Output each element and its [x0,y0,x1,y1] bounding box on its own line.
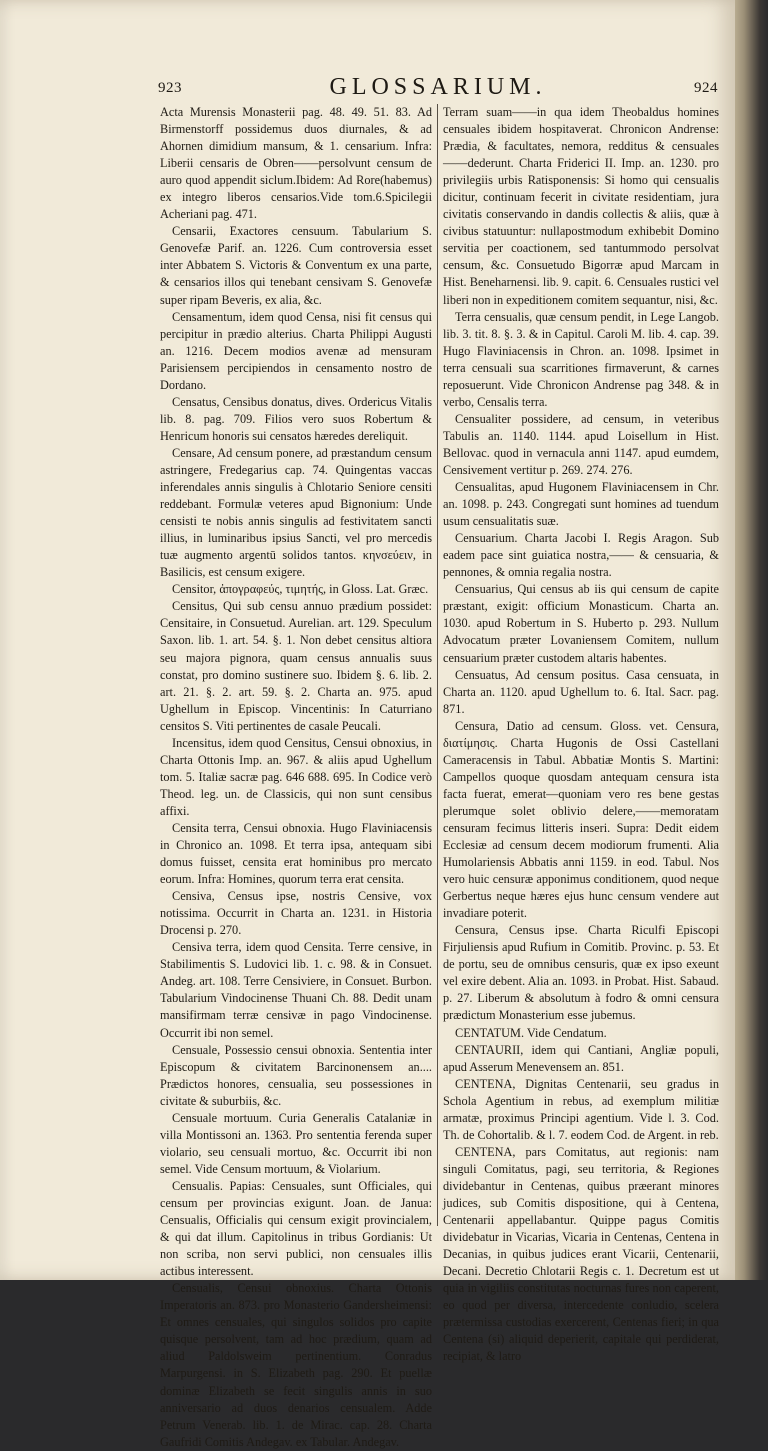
running-title: GLOSSARIUM. [329,74,547,100]
entry-paragraph: Censualiter possidere, ad censum, in veteribus Tabulis an. 1140. 1144. apud Loisellum in Hist. Bellovac. quod in vernacula anni 1147. apud eumdem, Censivement vertitur p. 269. 274. 276. [443,411,719,477]
entry-paragraph: CENTATUM. Vide Cendatum. [455,1025,607,1040]
entry-paragraph: Censuatus, Ad censum positus. Casa censuata, in Charta an. 1120. apud Ughellum to. 6. Ital. Sacr. pag. 871. [443,667,719,716]
entry-paragraph: Censitor, ἀπογραφεύς, τιμητής, in Gloss. Lat. Græc. [172,582,429,597]
page-header [158,76,718,102]
entry-paragraph: Censarii, Exactores censuum. Tabularium S. Genovefæ Parif. an. 1226. Cum controversia esset inter Abbatem S. Victoris & Conventum ex una parte, & censarios illos qui tenebant censivam S. Genovefæ super ripam Beveris, ex alia, &c. [160,224,432,307]
entry-paragraph: Censuale, Possessio censui obnoxia. Sententia inter Episcopum & civitatem Barcinonensem an.... Prædictos honores, censualia, seu possessiones in civitate & suburbiis, &c. [160,1042,432,1108]
entry-paragraph: Censualis, Censui obnoxius. Charta Ottonis Imperatoris an. 873. pro Monasterio Gandersheimensi: Et omnes censuales, qui singulos solidos pro capite quisque persolvent, tam ad hoc prædium, quam ad aliud Paldolsweim pertinentium. Conradus Marpurgensi. in S. Elizabeth pag. 290. Et puellæ dominæ Elizabeth se fecit singulis annis in suo anniversario ad duos denarios censualem. Adde Petrum Venerab. lib. 1. de Mirac. cap. 28. Charta Gaufridi Comitis Andegav. ex Tabular. Andegav. [160,1281,432,1449]
entry-paragraph: Censita terra, Censui obnoxia. Hugo Flaviniacensis in Chronico an. 1098. Et terra ipsa, antequam sibi domus fuisset, censita erat hominibus pro mercato eorum. Infra: Homines, quorum terra erat censita. [160,820,432,887]
entry-paragraph: Censiva terra, idem quod Censita. Terre censive, in Stabilimentis S. Ludovici lib. 1. c. 98. & in Consuet. Andeg. art. 108. Terre Censiviere, in Consuet. Burbon. Tabularium Vindocinense Thuani Ch. 88. Dedit unam mansifirmam terræ censivæ in pago Vindocinense. Occurrit ibi non semel. [160,940,432,1040]
entry-paragraph: Censitus, Qui sub censu annuo prædium possidet: Censitaire, in Consuetud. Aurelian. art. 129. Speculum Saxon. lib. 1. art. 54. §. 1. Non debet censitus altiora seu majora pignora, quam census annualis suus constat, pro domino sustinere suo. Ibidem §. 6. lib. 2. art. 21. §. 2. art. 59. §. 2. Charta an. 975. apud Ughellum in Episcop. Vincentinis: In Caturriano censitos S. Viti pertinentes de casale Peucali. [160,599,432,733]
entry-paragraph: CENTENA, pars Comitatus, aut regionis: nam singuli Comitatus, pagi, seu territoria, & Regiones dividebantur in Centenas, quibus præerant minores judices, sub Comitis dispositione, qui à Centena, Centenarii appellabantur. Quippe pagus Comitis dividebatur in Vicarias, Vicaria in Centenas, Centena in Decanias, in quibus judices erant Vicarii, Centenarii, Decani. Decretio Chlotarii Regis c. 1. Decretum est ut quia in vigiliis constitutas nocturnas fures non caperent, eo quod per diversa, intercedente conludio, scelera prætermissa custodias exercerent, Centenas fieri; in qua Centena (si) aliquid deperierit, capitale qui perdiderat, recipiat, & latro [443,1144,719,1364]
entry-paragraph: Censura, Census ipse. Charta Riculfi Episcopi Firjuliensis apud Rufium in Comitib. Provinc. p. 53. Et de portu, seu de omnibus censuris, quæ ex ipso exeunt vel exire debent. Alia an. 1093. in Probat. Hist. Sabaud. p. 27. Liberum & absolutum à fodro & omni censura prædictum Monasterium esse jubemus. [443,923,719,1023]
entry-paragraph: Incensitus, idem quod Censitus, Censui obnoxius, in Charta Ottonis Imp. an. 967. & aliis apud Ughellum tom. 5. Italiæ sacræ pag. 646 688. 695. In Codice verò Theod. leg. un. de Classicis, qui non sunt censibus affixi. [160,735,432,818]
page-number-right: 924 [694,80,718,96]
left-column [160,104,432,1449]
entry-paragraph: Censatus, Censibus donatus, dives. Ordericus Vitalis lib. 8. pag. 709. Filios vero suos Robertum & Henricum honoris sui censatos hæredes dereliquit. [160,394,432,443]
entry-paragraph: Acta Murensis Monasterii pag. 48. 49. 51. 83. Ad Birmenstorff possidemus duos diurnales, & ad Ahornen dimidium mansum, & 1. censarium. Infra: Liberii censaris de Obren——persolvunt censum de auro quod appendit siclum.Ibidem: Ad Rore(habemus) ex integro liberos censarios.Vide tom.6.Spicilegii Acheriani pag. 471. [160,105,432,222]
entry-paragraph: Censuarius, Qui census ab iis qui censum de capite præstant, exigit: officium Monasticum. Charta an. 1030. apud Robertum in S. Huberto p. 293. Nullum Advocatum præter Lovaniensem Comitem, nullum censuarium præter custodem altaris habentes. [443,582,719,665]
entry-paragraph: Censura, Datio ad censum. Gloss. vet. Censura, διατίμησις. Charta Hugonis de Ossi Castellani Cameracensis in Tabul. Abbatiæ Montis S. Martini: Campellos quoque quosdam antequam censura ista facta fuerat, emerat—quoniam vero res bene gestas plerumque solet oblivio delere,——memoratam censuram fecimus litteris inseri. Supra: Dedit eidem Ecclesiæ ad censum decem modiorum frumenti. Alia Humolariensis Abbatis anni 1159. in eod. Tabul. Nos vero huic censuræ apponimus conditionem, quod neque Gerbertus neque hæres ejus hunc censum vendere aut invadiare poterit. [443,718,719,921]
entry-paragraph: Censualitas, apud Hugonem Flaviniacensem in Chr. an. 1098. p. 243. Congregati sunt homines ad tuendum usum censualitatis suæ. [443,480,719,529]
column-divider [437,104,438,1226]
page-number-left: 923 [158,80,182,96]
entry-paragraph: Censuale mortuum. Curia Generalis Catalaniæ in villa Montissoni an. 1363. Pro sententia ferenda super violario, seu censuali mortuo, &c. Occurrit ibi non semel. Vide Censum mortuum, & Violarium. [160,1110,432,1176]
entry-paragraph: Censuarium. Charta Jacobi I. Regis Aragon. Sub eadem pace sint guiatica nostra,—— & censuaria, & pennones, & omnia regalia nostra. [443,531,719,580]
entry-paragraph: Terram suam——in qua idem Theobaldus homines censuales ibidem hospitaverat. Chronicon Andrense: Prædia, & facultates, nemora, redditus & censuales——dederunt. Charta Friderici II. Imp. an. 1230. pro privilegiis urbis Ratisponensis: Si homo qui censualis dicitur, continuam fecerit in civitate residentiam, jura civitatis conservando in dandis collectis & aliis, quæ à civibus statuuntur: nullapostmodum exhibebit Domino servitia per coactionem, sed tantummodo persolvat censum, &c. Consuetudo Bigorræ apud Marcam in Hist. Beneharnensi. lib. 9. capit. 6. Censuales rustici vel liberi non in expeditionem comitem sequantur, nisi, &c. [443,105,719,307]
right-column [443,104,719,1364]
entry-paragraph: Censare, Ad censum ponere, ad præstandum censum astringere, Fredegarius cap. 74. Quingentas vaccas inferendales annis singulis à Chlotario Seniore censiti reddebant. Formulæ veteres apud Bignonium: Unde censisti te nobis annis singulis ad festivitatem sancti illius, in luminaribus ipsius Sancti, vel pro mercedis tuæ augmento argentū solidos tantos. κηνσεύειν, in Basilicis, est censum exigere. [160,445,432,580]
entry-paragraph: Terra censualis, quæ censum pendit, in Lege Langob. lib. 3. tit. 8. §. 3. & in Capitul. Caroli M. lib. 4. cap. 39. Hugo Flaviniacensis in Chron. an. 1098. Ipsimet in terra censuali sua scarritiones firmaverunt, & carnes reposuerunt. Vide Chronicon Andrense pag 348. & in verbo, Censalis terra. [443,309,719,409]
entry-paragraph: CENTENA, Dignitas Centenarii, seu gradus in Schola Agentium in rebus, ad exemplum militiæ armatæ, proximus Principi agentium. Vide l. 3. Cod. Th. de Cohortalib. & l. 7. eodem Cod. de Argent. in reb. [443,1076,719,1142]
entry-paragraph: Censualis. Papias: Censuales, sunt Officiales, qui censum per provincias exigunt. Joan. de Janua: Censualis, Officialis qui censum exigit provincialem, & qui dat illum. Capitolinus in tribus Gordianis: Ut non scriba, non servi publici, non censuales illis actibus interessent. [160,1178,432,1279]
entry-paragraph: Censamentum, idem quod Censa, nisi fit census qui percipitur in prædio alterius. Charta Philippi Augusti an. 1216. Decem modios avenæ ad mensuram Parisiensem percipiendos in censamento nostro de Dordano. [160,309,432,392]
entry-paragraph: Censiva, Census ipse, nostris Censive, vox notissima. Occurrit in Charta an. 1231. in Historia Drocensi p. 270. [160,889,432,938]
entry-paragraph: CENTAURII, idem qui Cantiani, Angliæ populi, apud Asserum Menevensem an. 851. [443,1042,719,1074]
